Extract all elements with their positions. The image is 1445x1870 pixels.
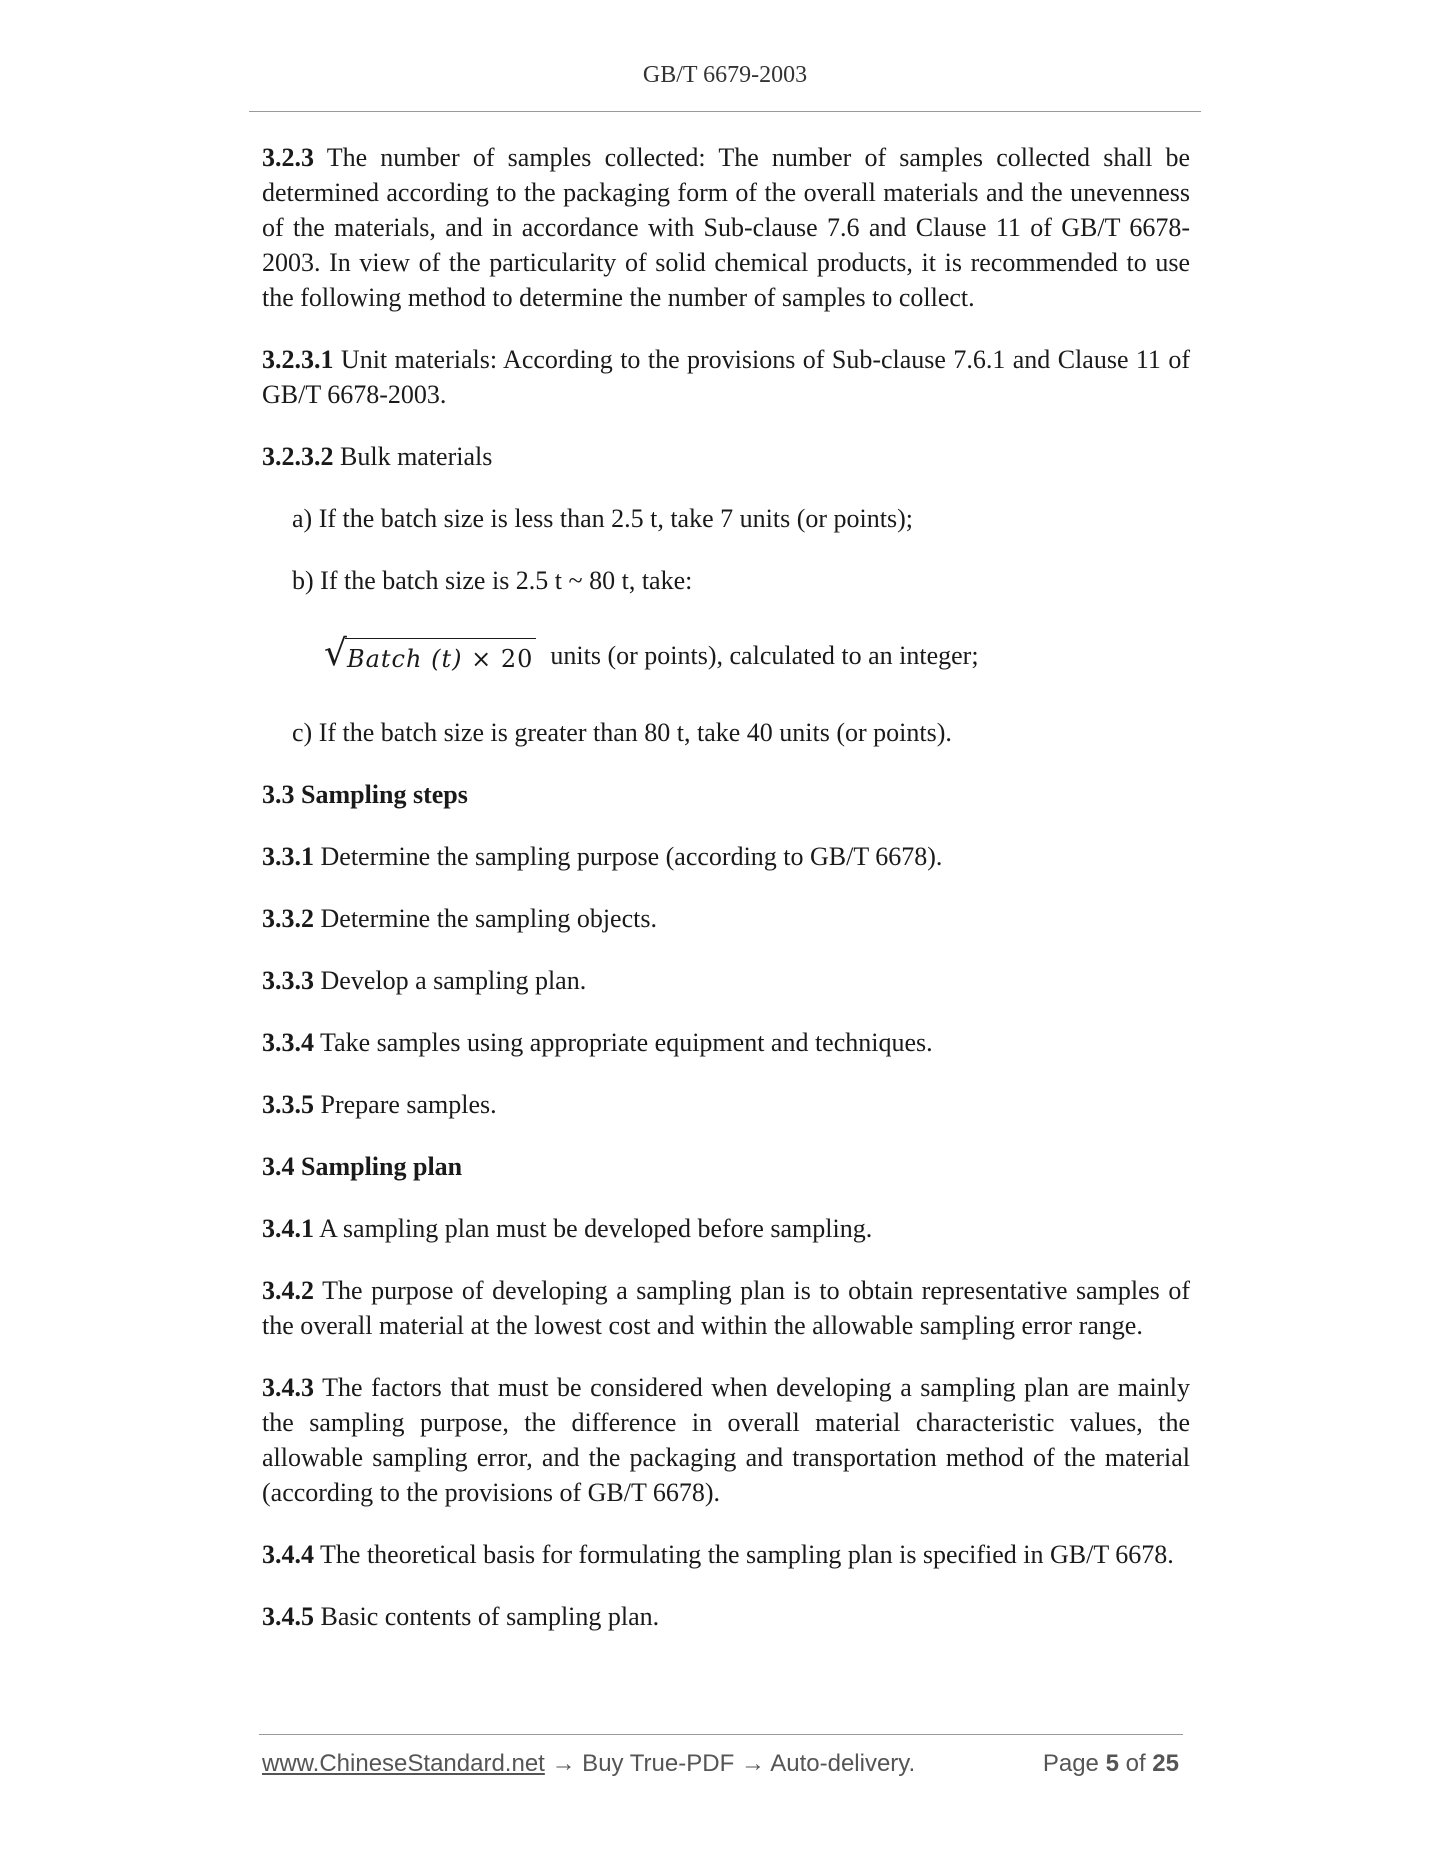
clause-text: Bulk materials [340,442,493,471]
formula-suffix: units (or points), calculated to an integer; [550,640,979,670]
clause-3-3-2 [262,901,1190,936]
clause-text: The factors that must be considered when developing a sampling plan are mainly the sampling purpose, the difference in overall material characteristic values, the allowable sampling error, and the packaging and transportation method of the material (according to the provisions of GB/T 6678). [262,1373,1190,1507]
clause-text: The purpose of developing a sampling plan is to obtain representative samples of the overall material at the lowest cost and within the allowable sampling error range. [262,1276,1191,1340]
clause-3-4-2 [262,1273,1190,1343]
clause-3-3-1 [262,839,1190,874]
clause-text: The theoretical basis for formulating the sampling plan is specified in GB/T 6678. [320,1540,1174,1569]
page-current: 5 [1105,1750,1119,1777]
clause-text: Take samples using appropriate equipment and techniques. [320,1028,933,1057]
clause-text: The number of samples collected: The number of samples collected shall be determined according to the packaging form of the overall materials and the unevenness of the materials, and in accordance with Sub-clause 7.6 and Clause 11 of GB/T 6678-2003. In view of the particularity of solid chemical products, it is recommended to use the following method to determine the number of samples to collect. [262,143,1190,312]
clause-text: Develop a sampling plan. [320,966,587,995]
clause-number: 3.3.2 [262,904,314,933]
clause-number: 3.3.5 [262,1090,314,1119]
clause-text: Prepare samples. [320,1090,497,1119]
multiply-operator: × [471,644,493,673]
clause-3-2-3-1 [262,342,1190,412]
clause-number: 3.4.5 [262,1602,314,1631]
clause-3-4-5 [262,1599,1190,1634]
header-divider [249,111,1201,112]
page-total: 25 [1152,1750,1179,1777]
clause-number: 3.3.3 [262,966,314,995]
clause-number: 3.4.2 [262,1276,314,1305]
radicand-unit: (t) [431,644,463,673]
clause-number: 3.2.3.2 [262,442,334,471]
radicand-factor: 20 [500,644,534,673]
clause-number: 3.2.3 [262,143,314,172]
clause-text: Determine the sampling objects. [320,904,657,933]
clause-number: 3.4.1 [262,1214,314,1243]
square-root [324,634,536,677]
clause-3-4-3 [262,1370,1190,1510]
radicand [345,638,536,677]
list-item-c: c) If the batch size is greater than 80 t, take 40 units (or points). [292,718,952,747]
clause-3-3-4 [262,1025,1190,1060]
page-label: Page [1042,1750,1099,1777]
list-item-a: a) If the batch size is less than 2.5 t, take 7 units (or points); [292,504,913,533]
clause-3-3-3 [262,963,1190,998]
clause-number: 3.3.1 [262,842,314,871]
clause-number: 3.4.3 [262,1373,314,1402]
clause-text: A sampling plan must be developed before sampling. [319,1214,873,1243]
clause-number: 3.2.3.1 [262,345,334,374]
clause-3-4-1 [262,1211,1190,1246]
clause-3-2-3-2 [262,439,1190,474]
page-number [1043,1750,1179,1778]
batch-formula [262,625,1190,685]
clause-text: Unit materials: According to the provisions of Sub-clause 7.6.1 and Clause 11 of GB/T 6678-2003. [262,345,1191,409]
page-of: of [1125,1750,1146,1777]
clause-3-4-4 [262,1537,1190,1572]
page-content [262,140,1190,1634]
section-heading-3-4: 3.4 Sampling plan [262,1152,463,1181]
footer-divider [259,1734,1183,1735]
section-heading-3-3: 3.3 Sampling steps [262,780,468,809]
page-footer [262,1750,1182,1778]
radicand-variable: Batch [346,644,423,673]
clause-3-3-5 [262,1087,1190,1122]
clause-number: 3.3.4 [262,1028,314,1057]
footer-tagline: → Buy True-PDF → Auto-delivery. [551,1750,916,1777]
clause-number: 3.4.4 [262,1540,314,1569]
list-item-b: b) If the batch size is 2.5 t ~ 80 t, take: [292,566,693,595]
website-link[interactable]: www.ChineseStandard.net [262,1750,545,1777]
running-header: GB/T 6679-2003 [642,62,808,88]
clause-3-2-3 [262,140,1190,315]
radical-sign-icon: √ [324,632,347,674]
clause-text: Determine the sampling purpose (according to GB/T 6678). [320,842,943,871]
clause-text: Basic contents of sampling plan. [320,1602,660,1631]
